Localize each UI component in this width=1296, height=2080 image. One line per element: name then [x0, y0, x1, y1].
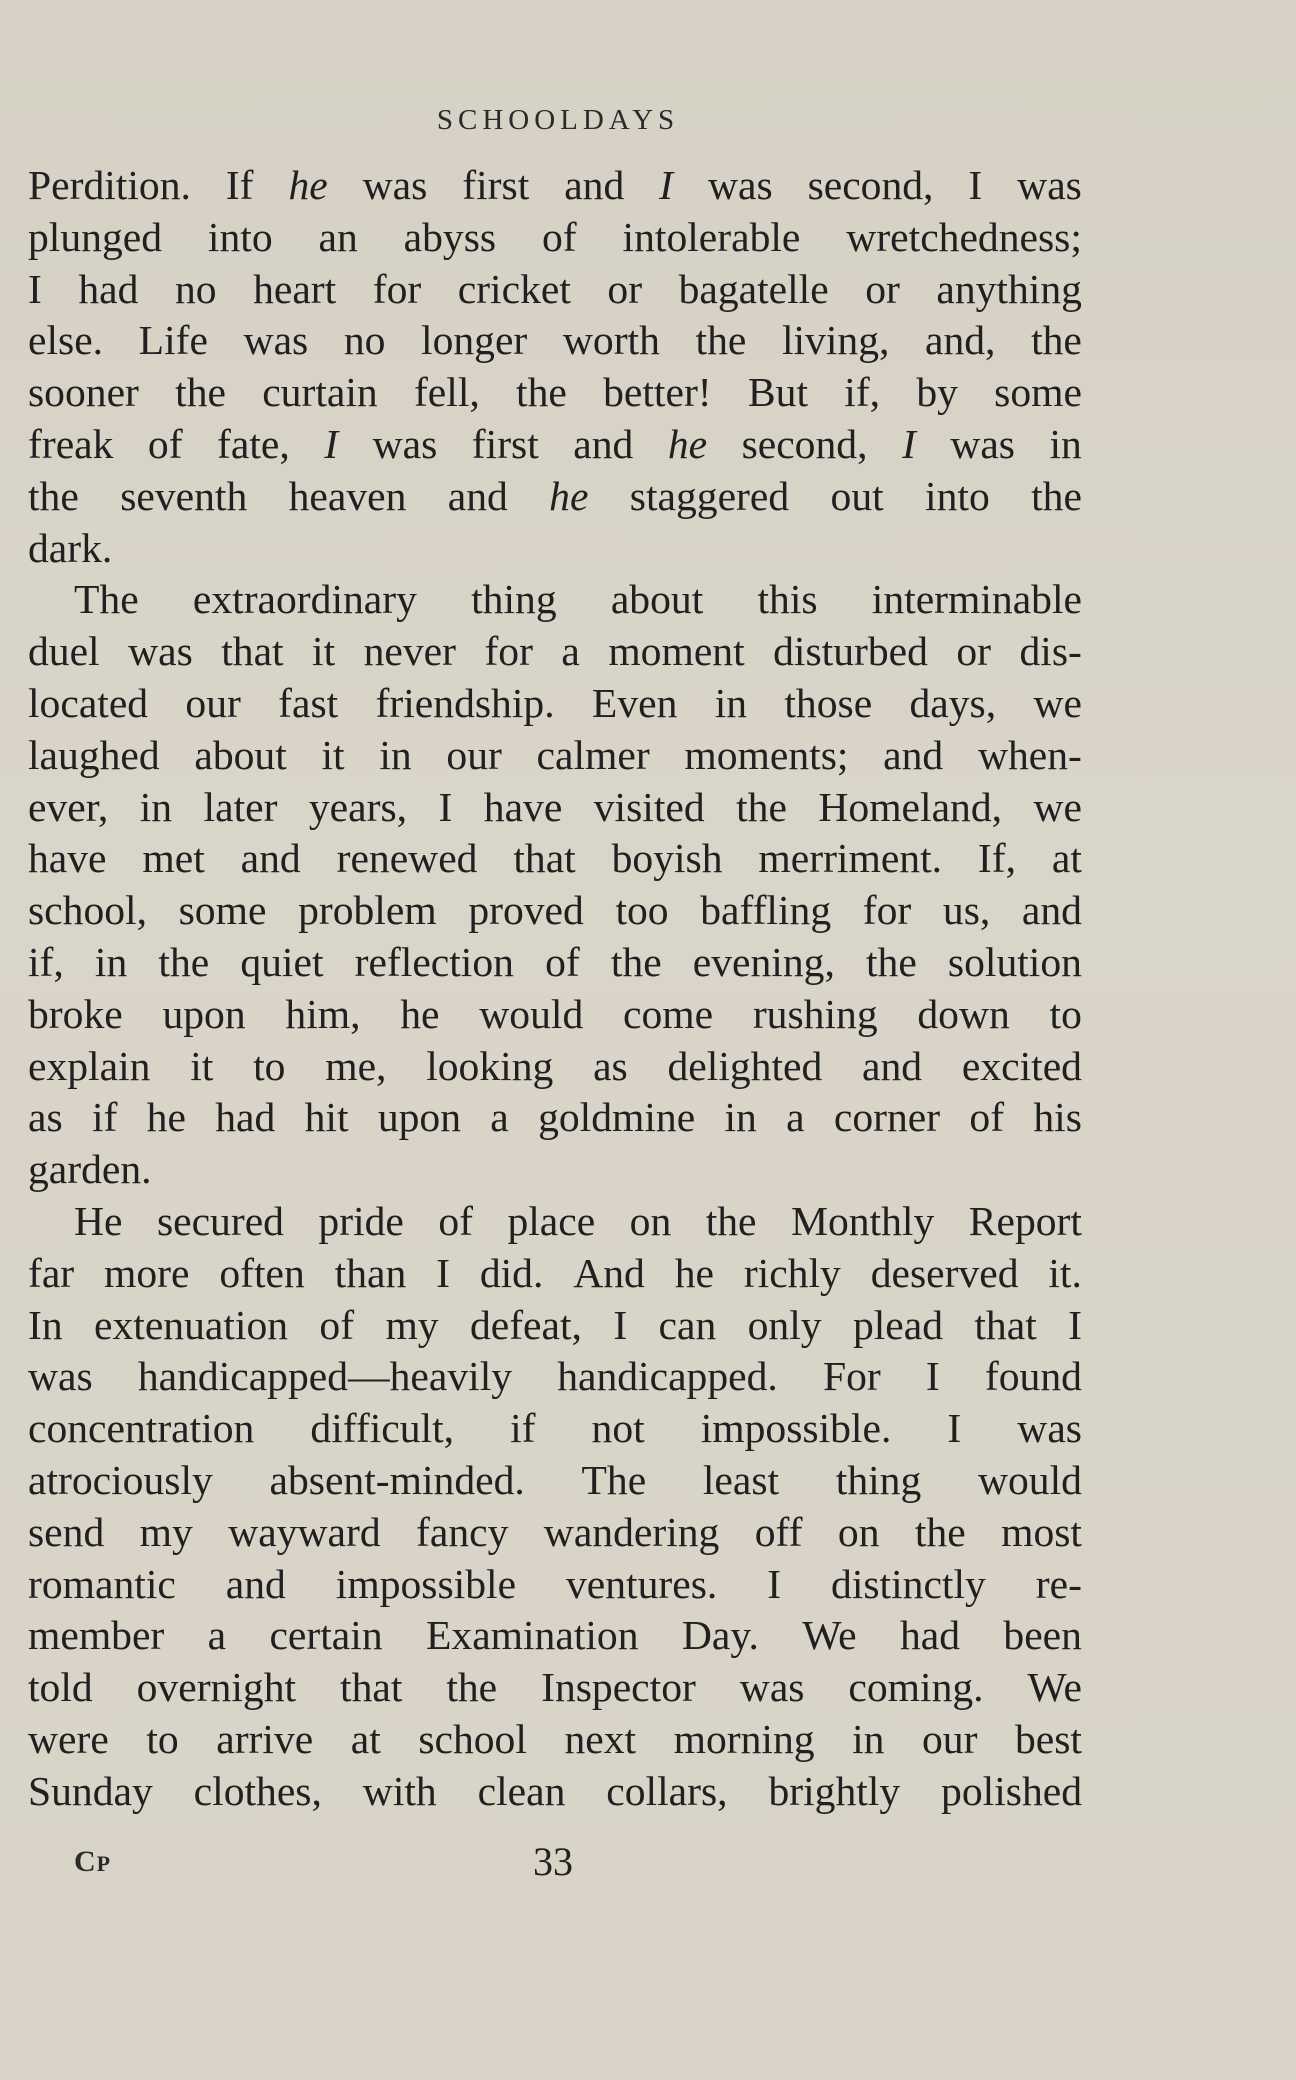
text-line: told overnight that the Inspector was coming. We [28, 1664, 1082, 1711]
text-line: He secured pride of place on the Monthly Report [74, 1197, 1082, 1244]
signature-mark-major: C [74, 1845, 97, 1878]
text-line: duel was that it never for a moment disturbed or dis- [28, 628, 1082, 675]
signature-mark-minor: P [96, 1851, 112, 1876]
running-head: SCHOOLDAYS [436, 104, 680, 136]
text-line: I had no heart for cricket or bagatelle or anything [28, 265, 1082, 312]
text-line: Sunday clothes, with clean collars, brightly polished [28, 1767, 1082, 1814]
text-line: send my wayward fancy wandering off on the most [28, 1508, 1082, 1555]
text-line: the seventh heaven and he staggered out into the [28, 472, 1082, 519]
text-line: school, some problem proved too baffling for us, and [28, 887, 1082, 934]
page-number: 33 [533, 1839, 573, 1884]
text-line: if, in the quiet reflection of the evening, the solution [28, 938, 1082, 985]
text-line: atrociously absent-minded. The least thing would [28, 1456, 1082, 1503]
signature-mark [74, 1845, 111, 1879]
text-line: Perdition. If he was first and I was second, I was [28, 162, 1082, 208]
text-line: broke upon him, he would come rushing down to [28, 990, 1082, 1037]
text-line: plunged into an abyss of intolerable wretchedness; [28, 213, 1082, 260]
text-line: concentration difficult, if not impossible. I was [28, 1405, 1082, 1452]
text-line: member a certain Examination Day. We had been [28, 1612, 1082, 1659]
text-line: freak of fate, I was first and he second, I was in [28, 420, 1082, 467]
text-line: ever, in later years, I have visited the Homeland, we [28, 783, 1082, 830]
text-line: have met and renewed that boyish merriment. If, at [28, 835, 1082, 882]
text-line: as if he had hit upon a goldmine in a corner of his [28, 1094, 1082, 1141]
text-line: dark. [28, 524, 113, 571]
text-line: The extraordinary thing about this interminable [74, 576, 1082, 623]
text-line: were to arrive at school next morning in our best [28, 1715, 1082, 1762]
text-line: located our fast friendship. Even in those days, we [28, 679, 1082, 726]
text-line: romantic and impossible ventures. I distinctly re- [28, 1560, 1082, 1607]
text-line: was handicapped—heavily handicapped. For I found [28, 1353, 1082, 1400]
text-line: laughed about it in our calmer moments; and when- [28, 731, 1082, 778]
text-line: else. Life was no longer worth the living, and, the [28, 317, 1082, 364]
text-line: In extenuation of my defeat, I can only plead that I [28, 1301, 1082, 1348]
text-line: far more often than I did. And he richly deserved it. [28, 1249, 1082, 1296]
text-line: garden. [28, 1146, 152, 1193]
body-text [28, 160, 1082, 1818]
text-line: sooner the curtain fell, the better! But if, by some [28, 369, 1082, 416]
text-line: explain it to me, looking as delighted and excited [28, 1042, 1082, 1089]
